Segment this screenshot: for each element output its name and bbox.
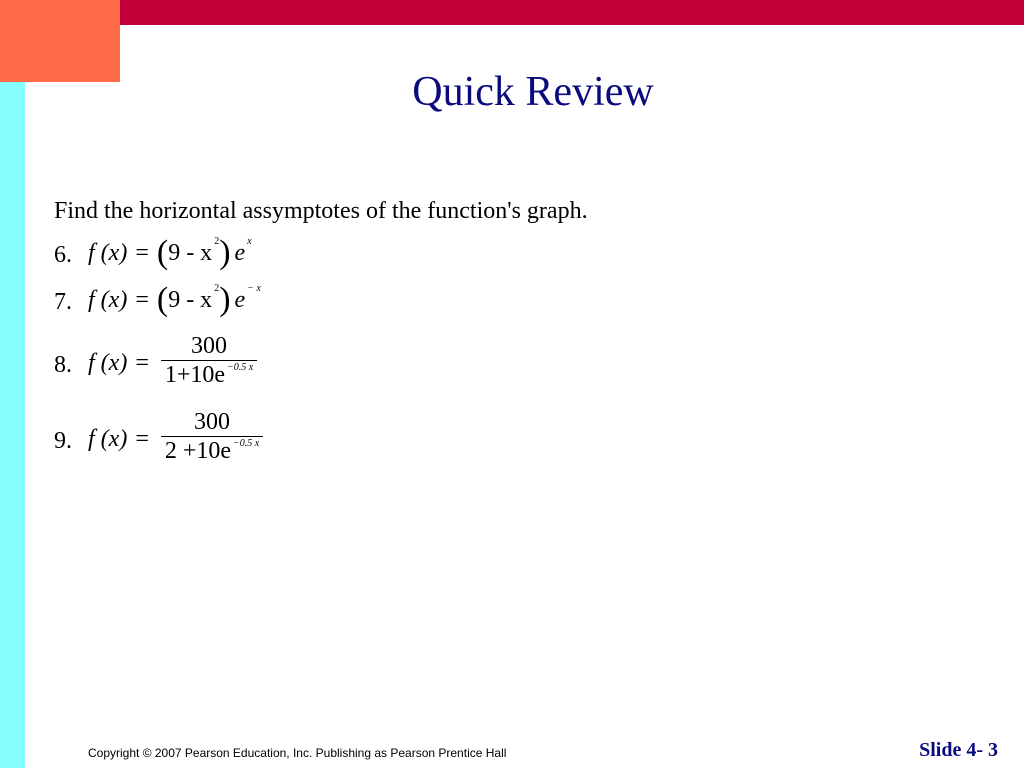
- close-paren: ): [219, 233, 231, 271]
- equals-sign: =: [135, 425, 149, 452]
- numerator: 300: [191, 333, 228, 359]
- slide-number: Slide 4- 3: [919, 739, 998, 761]
- denominator-exponent: −0.5 x: [227, 362, 254, 373]
- equals-sign: =: [135, 287, 149, 313]
- function-name: f (x): [88, 287, 128, 313]
- fraction: [161, 408, 263, 470]
- denominator-base: 1+10e: [164, 362, 226, 388]
- exp-base: e: [234, 240, 246, 266]
- equation: [88, 233, 252, 271]
- function-name: f (x): [88, 240, 128, 266]
- exp-base: e: [234, 287, 246, 313]
- equation: [88, 280, 261, 318]
- left-accent-bar: [0, 82, 25, 768]
- function-name: f (x): [88, 349, 128, 376]
- base-expression: 9 - x: [168, 240, 213, 266]
- problem-number: 6.: [54, 242, 72, 268]
- close-paren: ): [219, 280, 231, 318]
- problem-number: 8.: [54, 352, 72, 378]
- numerator: 300: [194, 409, 231, 435]
- problem-number: 7.: [54, 289, 72, 315]
- problem-number: 9.: [54, 428, 72, 454]
- open-paren: (: [156, 280, 169, 318]
- fraction: [161, 332, 257, 394]
- equals-sign: =: [135, 240, 149, 266]
- copyright-footer: Copyright © 2007 Pearson Education, Inc. Publishing as Pearson Prentice Hall: [88, 746, 507, 760]
- denominator-exponent: −0.5 x: [233, 438, 260, 449]
- slide-title: Quick Review: [412, 69, 654, 115]
- equation: [88, 408, 263, 470]
- base-expression: 9 - x: [168, 287, 213, 313]
- top-accent-bar: [120, 0, 1024, 25]
- equals-sign: =: [135, 349, 149, 376]
- denominator: [161, 437, 263, 470]
- base-exponent: 2: [214, 283, 220, 294]
- prompt-text: Find the horizontal assymptotes of the function's graph.: [54, 198, 588, 224]
- function-name: f (x): [88, 425, 128, 452]
- open-paren: (: [156, 233, 169, 271]
- denominator-base: 2 +10e: [164, 438, 232, 464]
- exp-exponent: x: [247, 236, 252, 247]
- denominator: [161, 361, 257, 394]
- base-exponent: 2: [214, 236, 220, 247]
- exp-exponent: − x: [247, 283, 261, 294]
- equation: [88, 332, 257, 394]
